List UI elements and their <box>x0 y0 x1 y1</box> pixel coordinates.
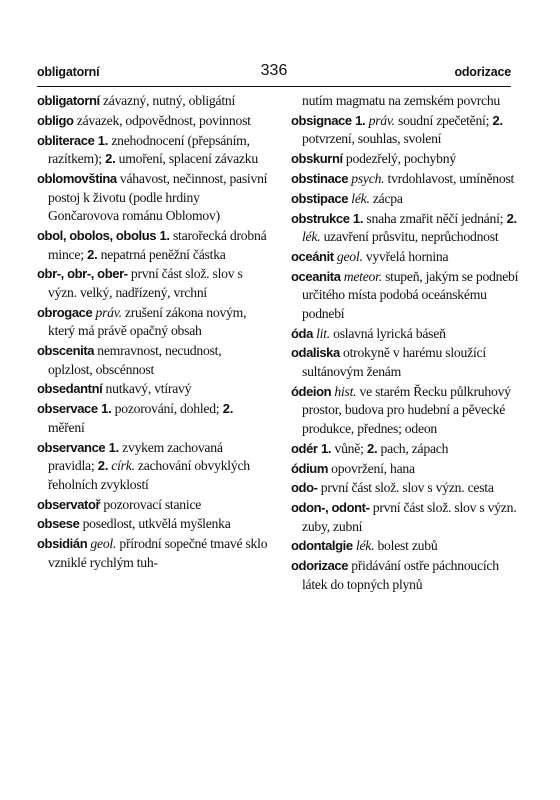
dictionary-entry <box>291 383 523 439</box>
right-guide-word: odorizace <box>454 65 511 79</box>
headword: obskurní <box>291 151 343 167</box>
sense-number: 2. <box>94 458 109 474</box>
dictionary-entry <box>37 170 269 226</box>
definition-text: snaha zmařit něčí jednání; <box>363 210 504 226</box>
dictionary-entry <box>291 170 523 189</box>
definition-text: otrokyně v harému sloužící sultánovým ženám <box>302 345 486 379</box>
sense-number: 2. <box>101 151 116 167</box>
dictionary-entry <box>37 515 269 534</box>
dictionary-entry <box>37 112 269 131</box>
dictionary-entry <box>37 304 269 341</box>
definition-text: opovržení, hana <box>328 460 415 476</box>
headword: obscenita <box>37 343 95 359</box>
sense-number: 2. <box>83 246 98 262</box>
definition-text: pach, zápach <box>377 440 449 456</box>
dictionary-entry <box>291 190 523 209</box>
definition-text: podezřelý, pochybný <box>342 151 456 167</box>
left-guide-word: obligatorní <box>37 65 100 79</box>
field-label: geol. <box>333 248 363 264</box>
dictionary-entry <box>37 400 269 437</box>
field-label: lék. <box>348 190 370 206</box>
headword: oceanita <box>291 268 341 284</box>
field-label: círk. <box>108 458 135 474</box>
right-column <box>291 92 523 596</box>
definition-text: stupeň, jakým se podnebí určitého místa podobá oceánskému podnebí <box>302 268 519 321</box>
dictionary-entry <box>291 499 523 536</box>
sense-number: 1. <box>94 132 109 148</box>
sense-number: 1. <box>317 440 332 456</box>
headword: odaliska <box>291 345 340 361</box>
dictionary-entry <box>291 557 523 594</box>
dictionary-entry <box>37 227 269 264</box>
page-number: 336 <box>260 62 288 79</box>
dictionary-entry <box>37 439 269 495</box>
headword: obsese <box>37 516 80 532</box>
dictionary-entry <box>37 342 269 379</box>
dictionary-entry <box>37 496 269 515</box>
dictionary-entry <box>37 535 269 572</box>
definition-text: přidávání ostře páchnoucích látek do topných plynů <box>302 558 499 592</box>
headword: obstrukce <box>291 210 350 226</box>
definition-text: posedlost, utkvělá myšlenka <box>79 516 231 532</box>
definition-text: bolest zubů <box>374 538 438 554</box>
field-label: lék. <box>352 538 375 554</box>
right-column-entries <box>291 112 523 595</box>
dictionary-entry <box>291 210 523 247</box>
headword: obsedantní <box>37 381 103 397</box>
dictionary-entry <box>291 460 523 479</box>
definition-text: znehodnocení (přepsáním, razítkem); <box>48 132 250 167</box>
headword: observance <box>37 439 106 455</box>
sense-number: 2. <box>503 210 517 226</box>
field-label: lit. <box>312 325 330 341</box>
dictionary-entry <box>37 380 269 399</box>
headword: odér <box>291 440 318 456</box>
dictionary-entry <box>291 112 523 149</box>
definition-text: zácpa <box>369 190 403 206</box>
headword: odon-, odont- <box>291 500 370 516</box>
field-label: hist. <box>331 383 357 399</box>
definition-text: závazný, nutný, obligátní <box>99 93 236 108</box>
sense-number: 2. <box>363 440 378 456</box>
dictionary-entry <box>37 92 269 111</box>
sense-number: 1. <box>351 112 366 128</box>
definition-text: vůně; <box>331 440 364 456</box>
sense-number: 2. <box>219 401 234 417</box>
dictionary-entry <box>291 248 523 267</box>
sense-number: 2. <box>489 112 503 128</box>
definition-text: měření <box>48 419 85 435</box>
field-label: lék. <box>302 229 321 245</box>
sense-number: 1. <box>97 401 112 417</box>
left-column <box>37 92 269 573</box>
definition-text: soudní zpečetění; <box>394 112 490 128</box>
definition-text: závazek, odpovědnost, povinnost <box>73 112 251 128</box>
headword: observace <box>37 401 98 417</box>
headword: obliterace <box>37 132 95 148</box>
headword: ódeion <box>291 383 332 399</box>
definition-text: vyvřelá hornina <box>362 248 449 264</box>
headword: observatoř <box>37 496 101 512</box>
field-label: práv. <box>365 112 395 128</box>
definition-text: první část slož. slov s význ. zuby, zubní <box>302 500 517 534</box>
headword: óda <box>291 325 313 341</box>
header-rule <box>37 86 511 87</box>
dictionary-entry <box>291 344 523 381</box>
dictionary-entry <box>37 132 269 169</box>
page-header <box>37 62 511 84</box>
definition-text: oslavná lyrická báseň <box>329 325 446 341</box>
sense-number: 1. <box>105 439 119 455</box>
definition-text: první část slož. slov s význ. velký, nadřízený, vrchní <box>48 266 243 300</box>
headword: obr-, obr-, ober- <box>37 266 128 282</box>
headword: obstipace <box>291 190 349 206</box>
definition-text: zrušení zákona novým, který má právě opačný obsah <box>48 304 247 339</box>
dictionary-entry <box>291 440 523 459</box>
headword: obligatorní <box>37 93 100 108</box>
definition-text: nemravnost, necudnost, oplzlost, obscénnost <box>48 343 222 377</box>
headword: ódium <box>291 460 328 476</box>
headword: obstinace <box>291 170 349 186</box>
dictionary-entry <box>291 537 523 556</box>
headword: oblomovština <box>37 170 117 186</box>
headword: obligo <box>37 112 74 128</box>
definition-text: první část slož. slov s význ. cesta <box>317 480 494 496</box>
field-label: psych. <box>348 170 385 186</box>
definition-text: váhavost, nečinnost, pasivní postoj k životu (podle hrdiny Gončarovova románu Oblomov) <box>48 170 268 224</box>
headword: odorizace <box>291 558 349 574</box>
headword: obol, obolos, obolus <box>37 227 157 243</box>
definition-text: přírodní sopečné tmavé sklo vzniklé rychlým tuh- <box>48 536 268 570</box>
definition-text: zachování obvyklých řeholních zvyklostí <box>48 458 250 492</box>
dictionary-entry <box>291 268 523 324</box>
dictionary-entry <box>37 265 269 302</box>
definition-text: tvrdohlavost, umíněnost <box>384 170 515 186</box>
definition-text: uzavření průsvitu, neprůchodnost <box>320 229 499 245</box>
dictionary-entry <box>291 479 523 498</box>
headword: obsidián <box>37 536 88 552</box>
dictionary-entry <box>291 325 523 344</box>
sense-number: 1. <box>349 210 364 226</box>
definition-text: nepatrná peněžní částka <box>97 246 226 262</box>
headword: obsignace <box>291 112 352 128</box>
definition-text: pozorovací stanice <box>100 496 202 512</box>
headword: obrogace <box>37 304 93 320</box>
definition-text: nutkavý, vtíravý <box>102 381 192 397</box>
sense-number: 1. <box>156 227 170 243</box>
headword: odontalgie <box>291 538 353 554</box>
definition-text: ve starém Řecku půlkruhový prostor, budova pro hudební a pěvecké produkce, přednes; odeon <box>302 383 511 436</box>
definition-text: zvykem zachovaná pravidla; <box>48 439 223 474</box>
headword: odo- <box>291 480 318 496</box>
definition-text: pozorování, dohled; <box>111 401 220 417</box>
field-label: meteor. <box>340 268 382 284</box>
field-label: práv. <box>92 304 122 320</box>
continued-entry-text: nutím magmatu na zemském povrchu <box>302 93 501 108</box>
definition-text: potvrzení, souhlas, svolení <box>302 131 442 147</box>
dictionary-entry <box>291 150 523 169</box>
headword: oceánit <box>291 248 334 264</box>
definition-text: starořecká drobná mince; <box>48 227 267 262</box>
definition-text: umoření, splacení závazku <box>115 151 258 167</box>
field-label: geol. <box>87 536 117 552</box>
